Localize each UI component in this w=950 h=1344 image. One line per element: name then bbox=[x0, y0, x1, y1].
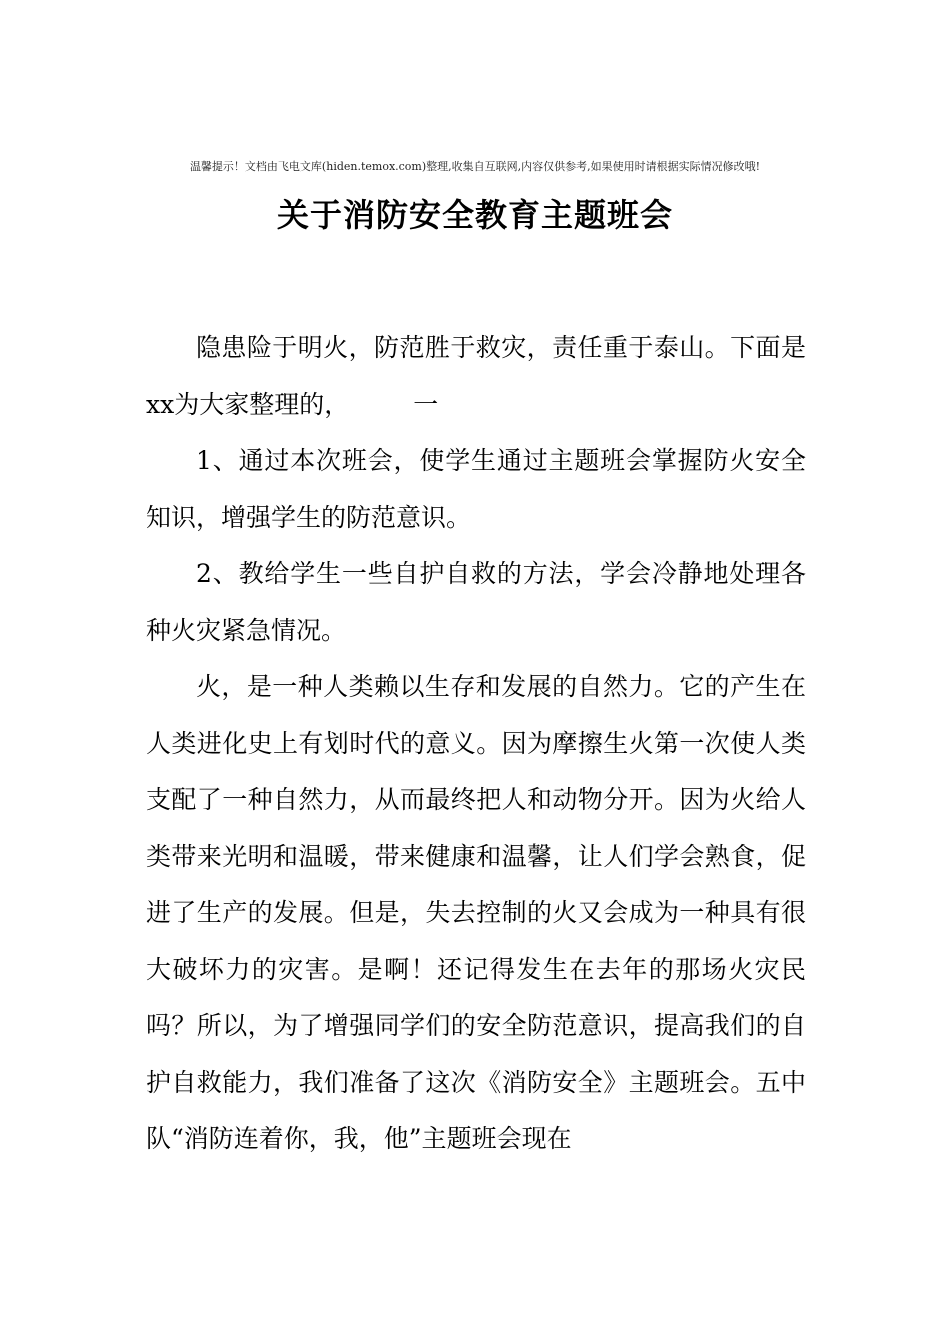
objective-1-paragraph: 1、通过本次班会，使学生通过主题班会掌握防火安全知识，增强学生的防范意识。 bbox=[146, 446, 806, 532]
intro-text: 隐患险于明火，防范胜于救灾，责任重于泰山。下面是xx为大家整理的， bbox=[146, 333, 806, 419]
intro-paragraph bbox=[146, 320, 806, 433]
intro-trailing-char: 一 bbox=[413, 389, 439, 419]
fire-paragraph: 火，是一种人类赖以生存和发展的自然力。它的产生在人类进化史上有划时代的意义。因为摩擦生火第一次使人类支配了一种自然力，从而最终把人和动物分开。因为火给人类带来光明和温暖，带来健康和温馨，让人们学会熟食，促进了生产的发展。但是，失去控制的火又会成为一种具有很大破坏力的灾害。是啊！还记得发生在去年的那场火灾民吗？所以，为了增强同学们的安全防范意识，提高我们的自护自救能力，我们准备了这次《消防安全》主题班会。五中队“消防连着你，我，他”主题班会现在 bbox=[146, 672, 806, 1153]
document-title: 关于消防安全教育主题班会 bbox=[276, 196, 673, 234]
download-notice: 温馨提示！文档由飞电文库(hiden.temox.com)整理,收集自互联网,内容仅供参考,如果使用时请根据实际情况修改哦! bbox=[189, 160, 761, 173]
objective-2-paragraph: 2、教给学生一些自护自救的方法，学会冷静地处理各种火灾紧急情况。 bbox=[146, 559, 806, 645]
document-body bbox=[146, 320, 806, 1168]
